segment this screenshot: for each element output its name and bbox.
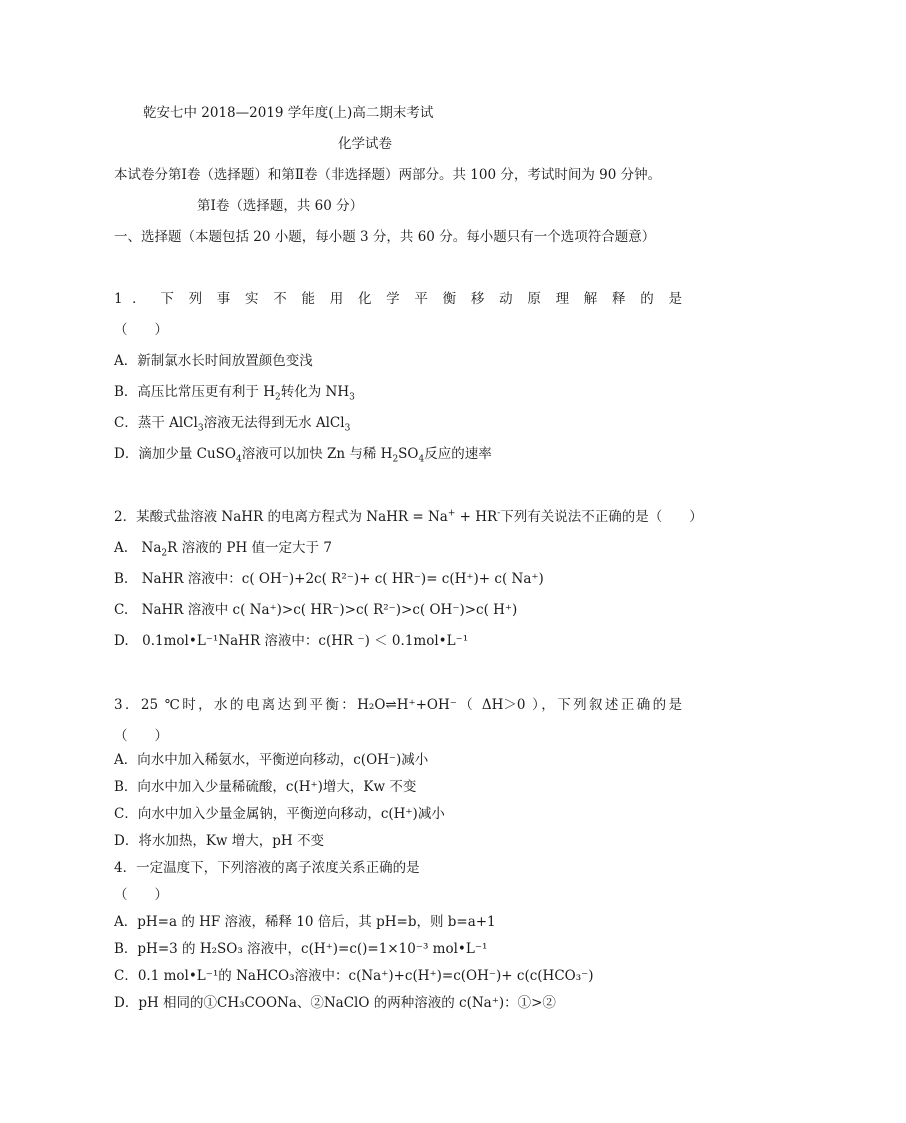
q1-d-text3: SO — [398, 446, 419, 462]
q1-option-c — [114, 414, 682, 432]
q3-stem: 3．25 ℃时，水的电离达到平衡：H₂O⇌H⁺+OH⁻（ ΔH＞0 ），下列叙述正确的是 — [114, 697, 682, 713]
q4-option-d: D．pH 相同的①CH₃COONa、②NaClO 的两种溶液的 c(Na⁺)：①>② — [114, 995, 556, 1011]
q1-option-b — [114, 383, 682, 401]
q1-d-text2: 溶液可以加快 Zn 与稀 H — [241, 446, 393, 462]
q1-d-sub2: 2 — [392, 454, 399, 465]
q2-stem-text2: + HR — [455, 509, 498, 525]
q3-option-b: B．向水中加入少量稀硫酸，c(H⁺)增大，Kw 不变 — [114, 779, 417, 795]
q2-a-text: A. Na — [114, 540, 162, 556]
q1-d-sub3: 4 — [418, 454, 425, 465]
q2-stem-text: 2．某酸式盐溶液 NaHR 的电离方程式为 NaHR = Na — [114, 509, 448, 525]
q2-stem-sup2: - — [497, 508, 501, 519]
q1-option-d — [114, 445, 682, 463]
exam-intro: 本试卷分第Ⅰ卷（选择题）和第Ⅱ卷（非选择题）两部分。共 100 分，考试时间为 90 分钟。 — [114, 167, 662, 183]
q2-stem-sup: + — [447, 508, 456, 519]
q1-d-text4: 反应的速率 — [424, 446, 492, 462]
q1-c-sub: 3 — [197, 423, 204, 434]
q1-b-text2: 转化为 NH — [280, 384, 350, 400]
q3-option-c: C．向水中加入少量金属钠，平衡逆向移动，c(H⁺)减小 — [114, 806, 445, 822]
q2-stem — [114, 508, 703, 526]
q1-c-sub2: 3 — [344, 423, 351, 434]
q4-stem: 4．一定温度下，下列溶液的离子浓度关系正确的是 — [114, 860, 420, 876]
q1-d-sub: 4 — [235, 454, 242, 465]
q1-option-a: A．新制氯水长时间放置颜色变浅 — [114, 353, 313, 369]
q3-option-a: A．向水中加入稀氨水，平衡逆向移动，c(OH⁻)减小 — [114, 752, 429, 768]
q1-d-text: D．滴加少量 CuSO — [114, 446, 236, 462]
q1-c-text: C．蒸干 AlCl — [114, 415, 198, 431]
exam-subtitle: 化学试卷 — [338, 136, 392, 152]
q4-answer-paren: （ ） — [114, 887, 168, 903]
q3-option-d: D．将水加热，Kw 增大，pH 不变 — [114, 833, 324, 849]
q2-option-c: C. NaHR 溶液中 c( Na⁺)>c( HR⁻)>c( R²⁻)>c( OH⁻)>c( H⁺) — [114, 602, 518, 618]
q1-b-sub2: 3 — [349, 392, 355, 403]
q4-option-c: C．0.1 mol•L⁻¹的 NaHCO₃溶液中：c(Na⁺)+c(H⁺)=c(OH⁻)+ c(c(HCO₃⁻) — [114, 968, 594, 984]
q4-option-a: A．pH=a 的 HF 溶液，稀释 10 倍后，其 pH=b，则 b=a+1 — [114, 914, 496, 930]
q1-answer-paren: （ ） — [114, 322, 168, 338]
q1-c-text2: 溶液无法得到无水 AlCl — [203, 415, 345, 431]
q1-stem: 1 ． 下 列 事 实 不 能 用 化 学 平 衡 移 动 原 理 解 释 的 是 — [114, 291, 682, 307]
q2-option-d: D. 0.1mol•L⁻¹NaHR 溶液中：c(HR ⁻) ＜ 0.1mol•L⁻¹ — [114, 633, 469, 649]
q2-option-a — [114, 539, 682, 557]
q2-option-b: B. NaHR 溶液中：c( OH⁻)+2c( R²⁻)+ c( HR⁻)= c(H⁺)+ c( Na⁺) — [114, 571, 544, 587]
exam-title: 乾安七中 2018—2019 学年度(上)高二期末考试 — [143, 105, 434, 121]
q2-a-text2: R 溶液的 PH 值一定大于 7 — [167, 540, 332, 556]
q1-b-text: B．高压比常压更有利于 H — [114, 384, 275, 400]
section-one-heading: 一、选择题（本题包括 20 小题，每小题 3 分，共 60 分。每小题只有一个选项符合题意） — [114, 229, 656, 245]
q2-a-sub: 2 — [161, 548, 168, 559]
q4-option-b: B．pH=3 的 H₂SO₃ 溶液中，c(H⁺)=c()=1×10⁻³ mol•L⁻¹ — [114, 941, 488, 957]
q3-answer-paren: （ ） — [114, 728, 168, 744]
q1-b-sub: 2 — [275, 392, 281, 403]
part-one-heading: 第Ⅰ卷（选择题，共 60 分） — [197, 198, 364, 214]
q2-stem-text3: 下列有关说法不正确的是（ ） — [500, 509, 703, 525]
